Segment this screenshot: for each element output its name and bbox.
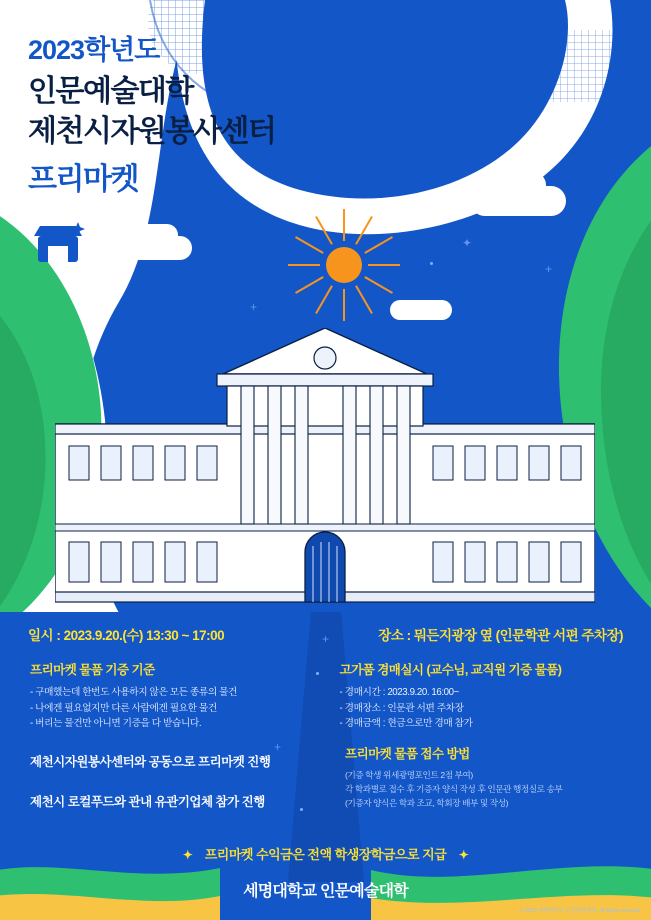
copyright-notice: © 2023 세명대학교 인문예술대학. all rights reserved. [519,908,641,914]
college-building-illustration [55,328,595,616]
host-organization: 세명대학교 인문예술대학 [243,883,408,900]
star-icon: ✦ [182,848,193,862]
sun-icon [284,205,404,325]
donation-criteria-section [0,660,326,732]
title-year: 2023학년도 [28,35,160,65]
donation-criteria-item: - 나에겐 필요없지만 다른 사람에겐 필요한 물건 [30,702,217,714]
auction-section [326,660,651,732]
title-line-2: 제천시자원봉사센터 [28,115,276,149]
shop-stall-icon [30,218,86,270]
auction-item: - 경매시간 : 2023.9.20. 16:00~ [339,687,459,698]
details-columns [0,660,651,732]
title-line-3: 프리마켓 [28,162,138,196]
donation-criteria-item: - 버리는 물건만 아니면 기증을 다 받습니다. [30,718,202,730]
partnership-notes [30,752,270,832]
proceeds-text: 프리마켓 수익금은 전액 학생장학금으로 지급 [204,847,447,862]
event-location: 장소 : 뭐든지광장 옆 (인문학관 서편 주차장) [378,628,623,643]
donation-criteria-item: - 구매했는데 한번도 사용하지 않은 모든 종류의 물건 [30,687,237,698]
partnership-note: 제천시 로컬푸드와 관내 유관기업체 참가 진행 [30,795,265,809]
auction-item: - 경매금액 : 현금으로만 경매 참가 [339,718,473,730]
poster-title-block [28,36,275,202]
auction-heading: 고가품 경매실시 (교수님, 교직원 기증 물품) [339,663,562,677]
submission-note: 각 학과별로 접수 후 기증자 양식 작성 후 인문관 행정실로 송부 [345,783,563,794]
submission-method-section [345,744,635,810]
event-meta-row [0,624,651,644]
submission-method-heading: 프리마켓 물품 접수 방법 [345,747,470,761]
info-panel: + + 일시 : 2023.9.20.(수) 13:30 ~ 17:00 장소 : 뭐든지광장 옆 (인문학관 서편 주차장) 프리마켓 물품 기증 기준 - 구매했는데 한번도 사용하지 않은 모든 종류의 물건 - 나에겐 필요없지만 다른 사람에겐 필요한 물건 - 버리는 물건만 아니면 기증을 다 받습니다. 고가품 경매실시 (교수님, 교직원 기증 물품) - 경매시간 : 2023.9.20. 16:00~ - 경매장소 : 인문관 서편 주차장 - 경매금액 : 현금으로만 경매 참가 제천시자원봉사센터와 공동으로 프리마켓 진행 제천시 로컬푸드와 관내 유관기업체 참가 진행 프리마켓 물품 접수 방법 (기증 학생 위세광명포인트 2점 부여) 각 학과별로 접수 후 기증자 양식 작성 후 인문관 행정실로 송부 (기증자 양식은 학과 조교, 학회장 배부 및 작성) ✦ 프리마켓 수익금은 전액 학생장학금으로 지급 ✦ 세명대학교 인문예술대학 © 2023 세명대학교 인문예술대학. all rights reserved. [0,612,651,920]
cloud-icon [134,224,178,246]
submission-note: (기증 학생 위세광명포인트 2점 부여) [345,770,473,780]
partnership-note: 제천시자원봉사센터와 공동으로 프리마켓 진행 [30,755,271,769]
star-icon: ✦ [458,848,469,862]
auction-item: - 경매장소 : 인문관 서편 주차장 [339,702,464,714]
submission-note: (기증자 양식은 학과 조교, 학회장 배부 및 작성) [345,797,509,808]
cloud-icon [492,172,546,198]
donation-criteria-heading: 프리마켓 물품 기증 기준 [30,663,155,677]
illustration-sky: ✦ + + [0,0,651,615]
event-datetime: 일시 : 2023.9.20.(수) 13:30 ~ 17:00 [28,628,225,643]
proceeds-banner [0,844,651,864]
title-line-1: 인문예술대학 [28,74,193,108]
